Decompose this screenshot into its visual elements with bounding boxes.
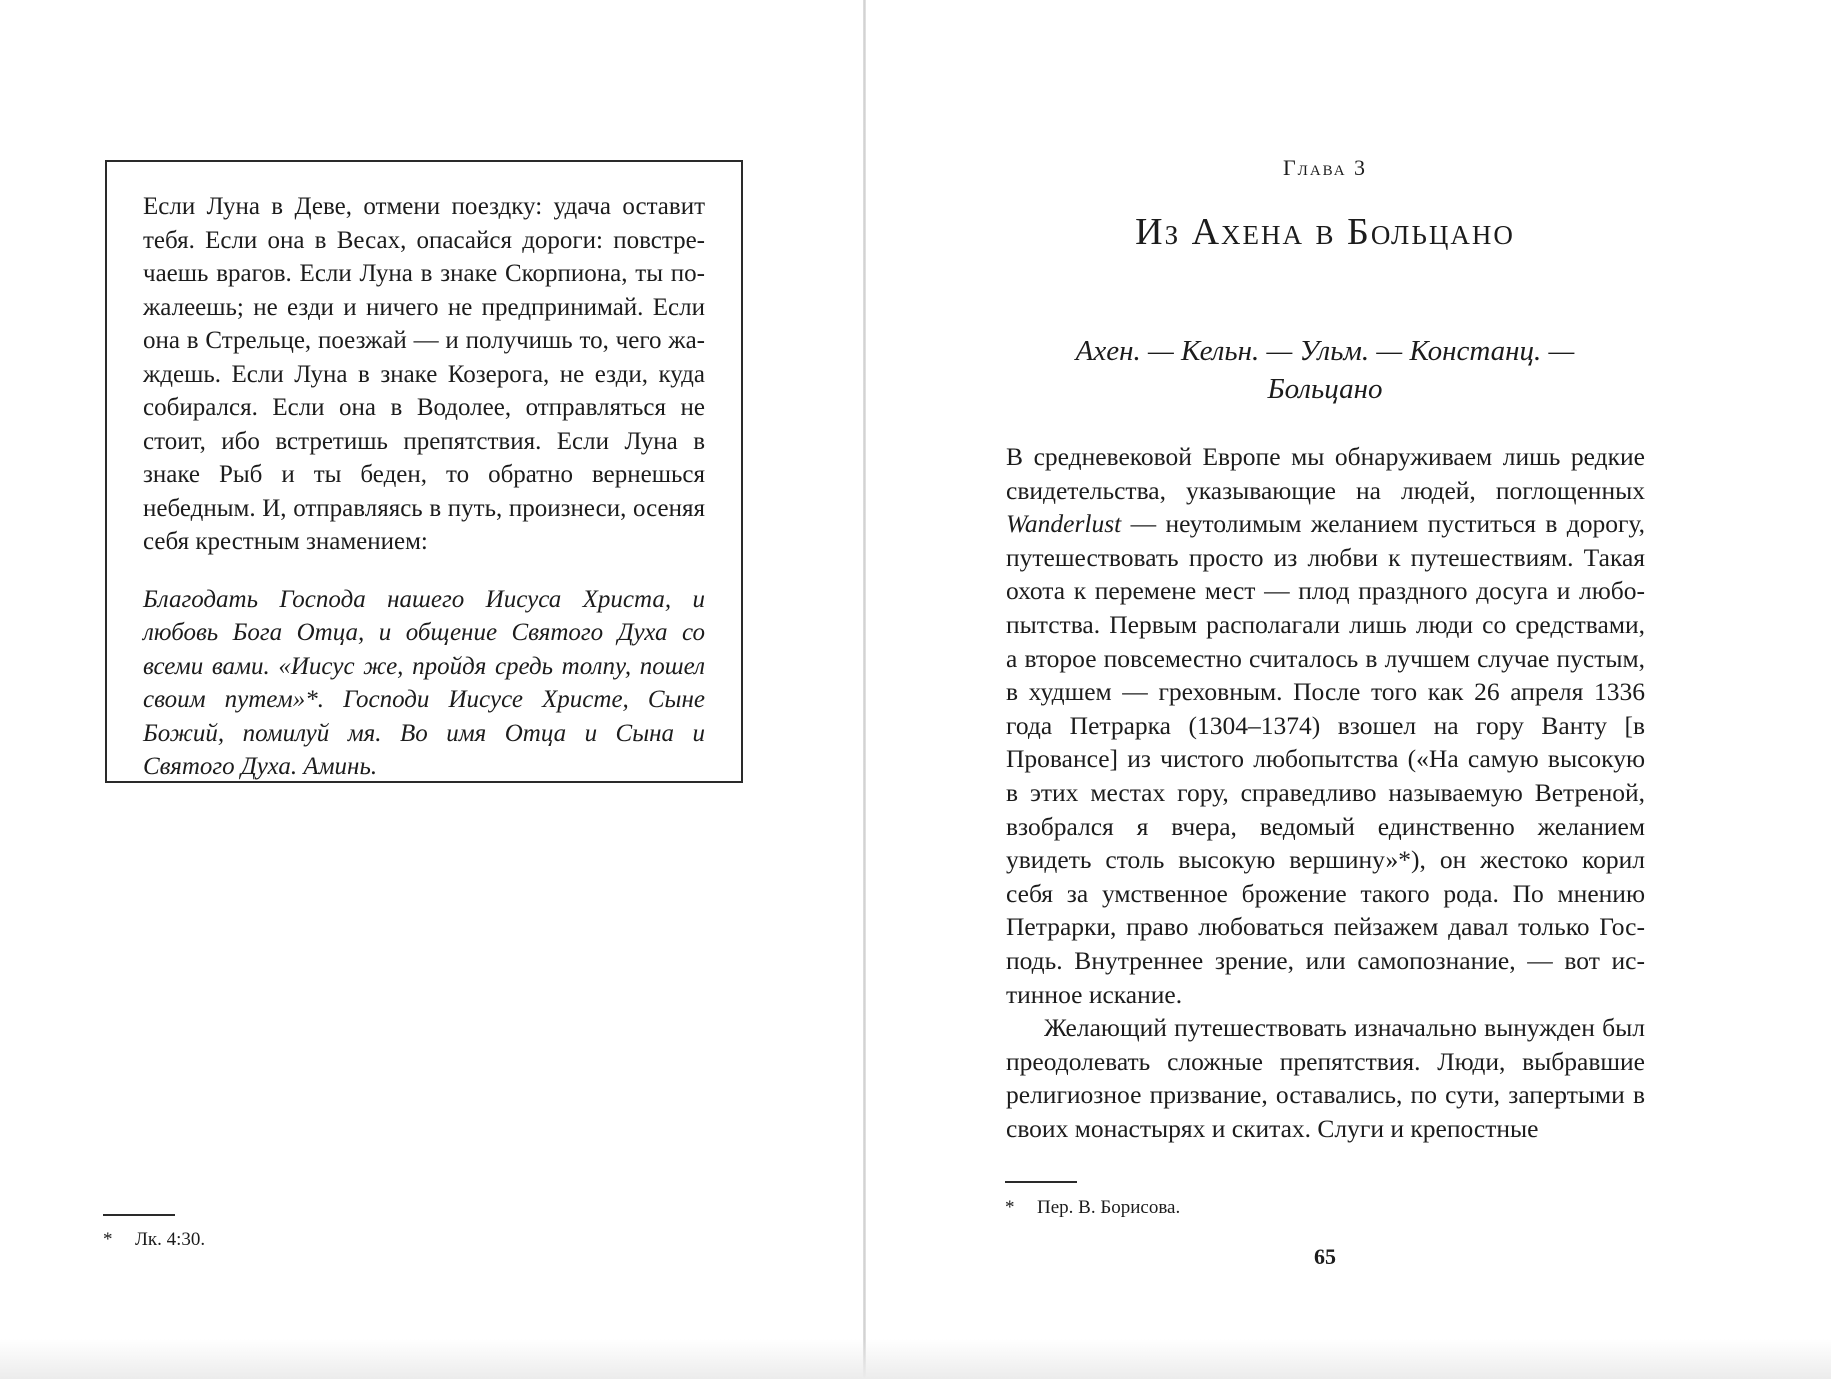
page-number: 65 — [1314, 1244, 1336, 1269]
footnote-text-left: Лк. 4:30. — [135, 1229, 206, 1250]
box-paragraph: Если Луна в Деве, отмени поездку: удача оставит тебя. Если она в Весах, опасайся дороги: повстречаешь врагов. Если Луна в знаке Скорпиона, ты пожалеешь; не езди и ничего не предпринимай. Если она в Стрельце, поезжай — и получишь то, чего жаждешь. Если Луна в знаке Козерога, не езди, куда собирался. Если она в Водолее, отправляться не стоит, ибо встретишь препятствия. Если Луна в знаке Рыб и ты беден, то обратно вернешься небедным. И, отправляясь в путь, произнеси, осеняя себя крестным знамением: — [143, 193, 705, 555]
chapter-title: Из Ахена в Больцано — [1135, 211, 1515, 253]
paragraph-1-rest: — неутолимым желанием пуститься в дорогу, путешествовать просто из любви к путешествиям. Такая охота к перемене мест — плод праздного досуга и любопытства. Первым располагали лишь люди со средствами, а второе повсеместно считалось в лучшем случае пустым, в худшем — греховным. После того как 26 апреля 1336 года Петрарка (1304–1374) взошел на гору Ванту [в Провансе] из чистого любопытства («На самую высокую в этих местах гору, справедливо называемую Ветреной, взобрался я вчера, ведомый единственно желанием увидеть столь высокую вершину»*), он жестоко корил себя за умственное брожение такого рода. По мнению Петрарки, право любоваться пейзажем давал только Господь. Внутреннее зрение, или самопознание, — вот истинное искание. — [1006, 509, 1645, 1009]
footnote-mark-right: * — [1005, 1197, 1015, 1218]
footnote-right — [1005, 1196, 1180, 1220]
boxed-quote — [105, 160, 743, 783]
wanderlust-term: Wanderlust — [1006, 509, 1122, 539]
footnote-text-right: Пер. В. Борисова. — [1037, 1197, 1181, 1218]
chapter-route-subtitle: Ахен. — Кельн. — Ульм. — Констанц. — Больцано — [1075, 335, 1575, 405]
footnote-mark-left: * — [103, 1229, 113, 1250]
bottom-shadow — [0, 1339, 1831, 1379]
chapter-body — [1006, 440, 1645, 1145]
chapter-label: Глава 3 — [1282, 155, 1368, 180]
body-paragraph-1 — [1006, 440, 1645, 1011]
paragraph-1-start: В средневековой Европе мы обнаруживаем лишь редкие свидетельства, указывающие на людей, поглощенных — [1006, 442, 1645, 505]
footnote-left — [103, 1228, 205, 1252]
footnote-rule-right — [1005, 1181, 1077, 1183]
box-prayer: Благодать Господа нашего Иисуса Христа, и любовь Бога Отца, и общение Святого Духа со всеми вами. «Иисус же, пройдя средь толпу, пошел своим путем»*. Господи Иисусе Христе, Сыне Божий, помилуй мя. Во имя Отца и Сына и Святого Духа. Аминь. — [143, 585, 705, 780]
body-paragraph-2: Желающий путешествовать изначально вынужден был преодолевать сложные препятствия. Люди, выбравшие религиозное призвание, оставались, по сути, запертыми в своих монастырях и скитах. Слуги и крепостные — [1006, 1013, 1645, 1143]
footnote-rule-left — [103, 1214, 175, 1216]
